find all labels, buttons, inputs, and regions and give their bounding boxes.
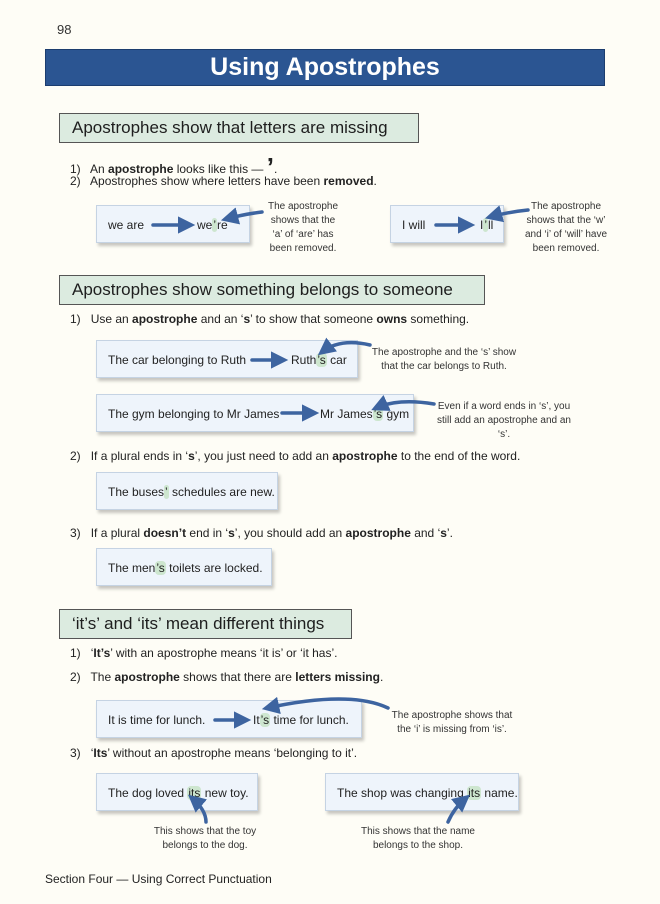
point-its-3: 3) ‘Its’ without an apostrophe means ‘belonging to it’. — [70, 746, 358, 760]
point-belongs-1: 1) Use an apostrophe and an ‘s’ to show that someone owns something. — [70, 312, 470, 326]
note-lunch: The apostrophe shows that the ‘i’ is missing from ‘is’. — [391, 710, 513, 735]
note-shop: This shows that the name belongs to the shop. — [361, 826, 475, 851]
example-box-we-are: we are we’re — [96, 205, 250, 243]
example-box-i-will: I will I’ll — [390, 205, 504, 243]
example-box-ruth: The car belonging to Ruth Ruth’s car — [96, 340, 358, 378]
footer-section-label: Section Four — Using Correct Punctuation — [45, 872, 272, 886]
example-box-men: The men’s toilets are locked. — [96, 548, 272, 586]
example-box-lunch: It is time for lunch. It’s time for lunch. — [96, 700, 362, 738]
example-box-dog: The dog loved its new toy. — [96, 773, 258, 811]
point-belongs-2: 2) If a plural ends in ‘s’, you just need to add an apostrophe to the end of the word. — [70, 449, 521, 463]
example-box-mr-james: The gym belonging to Mr James Mr James’s gym — [96, 394, 414, 432]
point-belongs-3: 3) If a plural doesn’t end in ‘s’, you should add an apostrophe and ‘s’. — [70, 526, 453, 540]
page-number: 98 — [57, 22, 72, 37]
point-missing-2: 2) Apostrophes show where letters have been removed. — [70, 174, 377, 188]
note-we-are: The apostrophe shows that the ‘a’ of ‘are’ has been removed. — [267, 201, 339, 254]
example-box-shop: The shop was changing its name. — [325, 773, 519, 811]
point-its-1: 1) ‘It’s’ with an apostrophe means ‘it is’ or ‘it has’. — [70, 646, 338, 660]
example-box-buses: The buses’ schedules are new. — [96, 472, 278, 510]
note-i-will: The apostrophe shows that the ‘w’ and ‘i’ of ‘will’ have been removed. — [524, 201, 608, 254]
note-ruth: The apostrophe and the ‘s’ show that the car belongs to Ruth. — [371, 347, 517, 372]
point-its-2: 2) The apostrophe shows that there are letters missing. — [70, 670, 384, 684]
note-mr-james: Even if a word ends in ‘s’, you still add an apostrophe and an ‘s’. — [437, 401, 571, 440]
page-title: Using Apostrophes — [45, 49, 605, 86]
section-heading-belongs: Apostrophes show something belongs to someone — [59, 275, 485, 305]
section-heading-its: ‘it’s’ and ‘its’ mean different things — [59, 609, 352, 639]
point-missing-1: 1) An apostrophe looks like this — ’. — [70, 152, 278, 182]
note-dog: This shows that the toy belongs to the dog. — [153, 826, 257, 851]
section-heading-missing: Apostrophes show that letters are missing — [59, 113, 419, 143]
